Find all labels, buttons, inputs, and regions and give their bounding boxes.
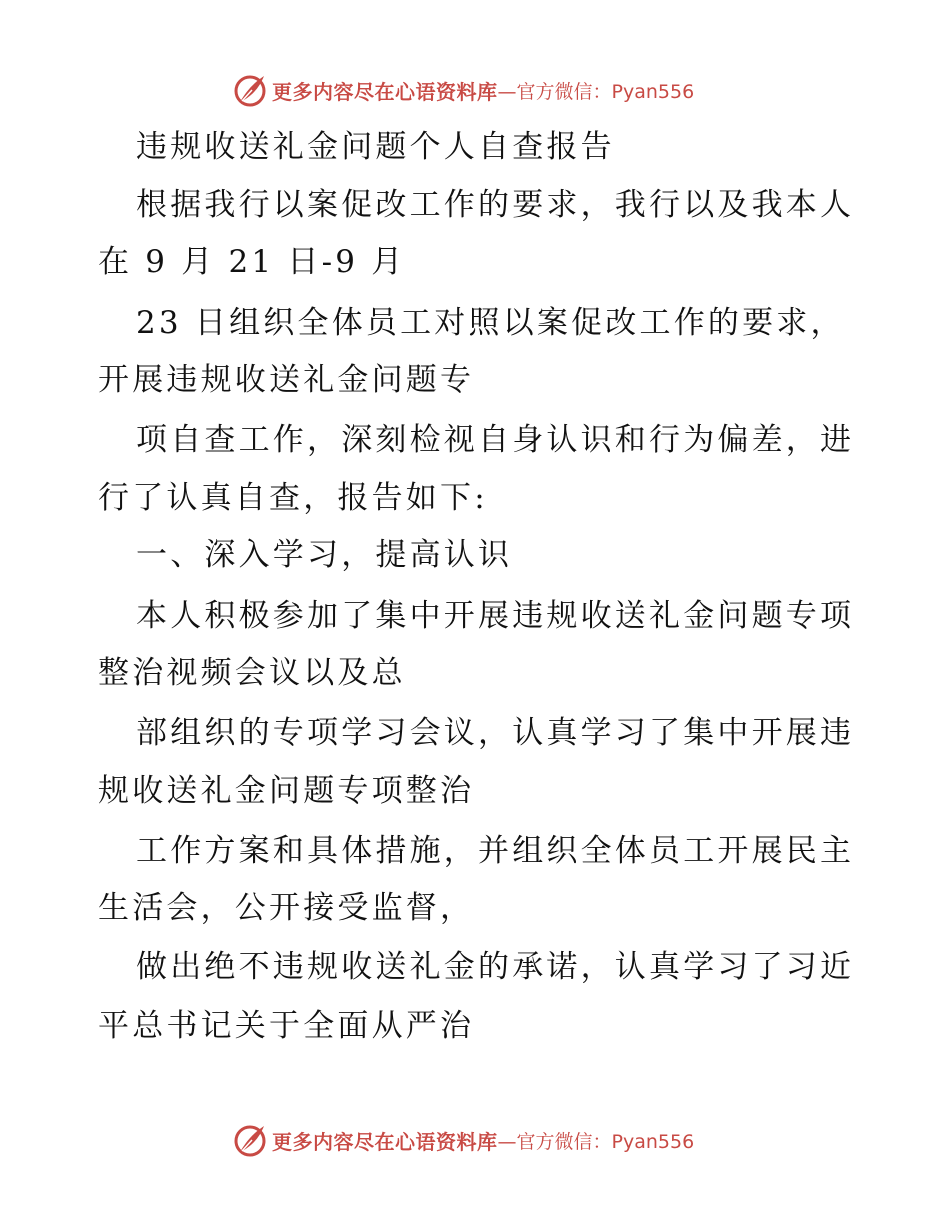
header-watermark-banner [232,70,792,110]
paragraph-line: 平总书记关于全面从严治 [98,1008,475,1044]
paragraph-line: 工作方案和具体措施，并组织全体员工开展民主 [136,833,855,869]
paragraph-line: 做出绝不违规收送礼金的承诺，认真学习了习近 [136,949,855,985]
section-heading: 一、深入学习，提高认识 [136,537,513,573]
quill-pen-logo-icon [232,72,268,108]
banner-sub-text: —官方微信：Pyan556 [497,80,695,103]
document-title: 违规收送礼金问题个人自查报告 [136,129,615,165]
banner-main-text: 更多内容尽在心语资料库 [272,1129,498,1154]
paragraph-line: 根据我行以案促改工作的要求，我行以及我本人 [136,187,855,223]
banner-sub-text: —官方微信：Pyan556 [497,1130,695,1153]
paragraph-line: 开展违规收送礼金问题专 [98,362,475,398]
paragraph-line: 本人积极参加了集中开展违规收送礼金问题专项 [136,598,855,634]
paragraph-line: 生活会，公开接受监督， [98,890,475,926]
paragraph-line: 在 9 月 21 日-9 月 [98,244,406,280]
paragraph-line: 23 日组织全体员工对照以案促改工作的要求， [136,305,845,341]
paragraph-line: 整治视频会议以及总 [98,655,406,691]
paragraph-line: 部组织的专项学习会议，认真学习了集中开展违 [136,715,855,751]
footer-watermark-banner [232,1120,792,1160]
banner-main-text: 更多内容尽在心语资料库 [272,79,498,104]
paragraph-line: 行了认真自查，报告如下: [98,480,488,516]
quill-pen-logo-icon [232,1122,268,1158]
paragraph-line: 规收送礼金问题专项整治 [98,773,475,809]
paragraph-line: 项自查工作，深刻检视自身认识和行为偏差，进 [136,422,855,458]
